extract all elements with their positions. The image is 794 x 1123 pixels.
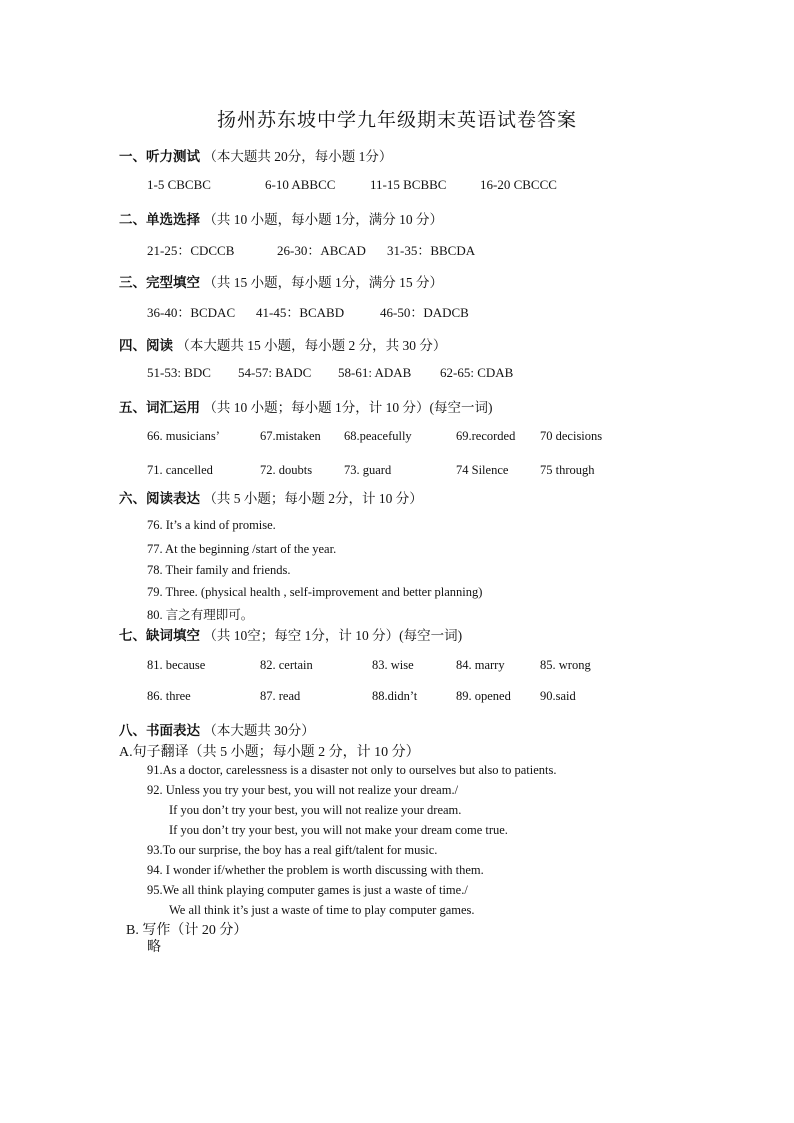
section-6-label: 六、阅读表达 (119, 491, 200, 506)
section-2-label: 二、单选选择 (119, 212, 200, 227)
section-3-note: （共 15 小题，每小题 1分，满分 15 分） (203, 275, 443, 290)
section-2-heading (119, 208, 443, 228)
reading-answer: 79. Three. (physical health , self-improvement and better planning) (147, 585, 483, 599)
reading-answer: 80. 言之有理即可。 (147, 608, 254, 622)
cloze-answer: 81. because (147, 658, 206, 672)
section-4-heading (119, 334, 446, 354)
section-5-note: （共 10 小题；每小题 1分，计 10 分）(每空一词) (203, 400, 493, 415)
section-8-heading (119, 719, 315, 739)
answer-item: 54-57: BADC (238, 365, 312, 380)
answer-item: 21-25：CDCCB (147, 243, 235, 258)
vocab-answer: 70 decisions (540, 429, 603, 443)
cloze-answer: 83. wise (372, 658, 414, 672)
cloze-answer: 88.didn’t (372, 689, 418, 703)
answer-item: 58-61: ADAB (338, 365, 412, 380)
reading-answer: 76. It’s a kind of promise. (147, 518, 276, 532)
part-a-heading: A.句子翻译（共 5 小题；每小题 2 分，计 10 分） (119, 745, 420, 760)
section-6-note: （共 5 小题；每小题 2分，计 10 分） (203, 491, 423, 506)
reading-answer: 77. At the beginning /start of the year. (147, 542, 337, 556)
section-5-heading (119, 396, 493, 416)
translation-line: 91.As a doctor, carelessness is a disaster not only to ourselves but also to patients. (147, 763, 557, 777)
cloze-answer: 84. marry (456, 658, 505, 672)
section-3-heading (119, 271, 443, 291)
vocab-answer: 68.peacefully (344, 429, 412, 443)
answer-item: 36-40：BCDAC (147, 305, 236, 320)
translation-line: We all think it’s just a waste of time to play computer games. (169, 903, 475, 917)
cloze-answer: 86. three (147, 689, 191, 703)
vocab-answer: 66. musicians’ (147, 429, 220, 443)
section-3-label: 三、完型填空 (119, 275, 200, 290)
answer-item: 62-65: CDAB (440, 365, 514, 380)
vocab-answer: 73. guard (344, 463, 392, 477)
translation-line: If you don’t try your best, you will not realize your dream. (169, 803, 462, 817)
section-1-heading (119, 145, 392, 165)
cloze-answer: 90.said (540, 689, 576, 703)
vocab-answer: 75 through (540, 463, 595, 477)
section-2-note: （共 10 小题，每小题 1分，满分 10 分） (203, 212, 443, 227)
translation-line: If you don’t try your best, you will not make your dream come true. (169, 823, 508, 837)
translation-line: 92. Unless you try your best, you will not realize your dream./ (147, 783, 459, 797)
section-4-note: （本大题共 15 小题，每小题 2 分，共 30 分） (176, 338, 447, 353)
cloze-answer: 85. wrong (540, 658, 591, 672)
section-6-heading (119, 487, 423, 507)
answer-item: 6-10 ABBCC (265, 177, 336, 192)
translation-line: 93.To our surprise, the boy has a real gift/talent for music. (147, 843, 438, 857)
vocab-answer: 67.mistaken (260, 429, 321, 443)
section-7-heading (119, 624, 462, 644)
answer-item: 11-15 BCBBC (370, 177, 447, 192)
answer-item: 1-5 CBCBC (147, 177, 211, 192)
reading-answer: 78. Their family and friends. (147, 563, 291, 577)
cloze-answer: 82. certain (260, 658, 313, 672)
answer-item: 46-50：DADCB (380, 305, 469, 320)
answer-item: 16-20 CBCCC (480, 177, 557, 192)
section-4-label: 四、阅读 (119, 338, 173, 353)
answer-item: 31-35：BBCDA (387, 243, 476, 258)
section-1-note: （本大题共 20分，每小题 1分） (203, 149, 393, 164)
vocab-answer: 74 Silence (456, 463, 509, 477)
cloze-answer: 87. read (260, 689, 301, 703)
answer-item: 41-45：BCABD (256, 305, 345, 320)
answer-item: 26-30：ABCAD (277, 243, 366, 258)
part-b-answer: 略 (147, 940, 161, 955)
page-title: 扬州苏东坡中学九年级期末英语试卷答案 (216, 110, 577, 131)
section-8-note: （本大题共 30分） (203, 723, 315, 738)
section-7-label: 七、缺词填空 (119, 628, 200, 643)
answer-item: 51-53: BDC (147, 365, 211, 380)
vocab-answer: 71. cancelled (147, 463, 213, 477)
translation-line: 94. I wonder if/whether the problem is worth discussing with them. (147, 863, 484, 877)
section-1-label: 一、听力测试 (119, 149, 200, 164)
section-5-label: 五、词汇运用 (119, 400, 200, 415)
part-b-heading: B. 写作（计 20 分） (126, 923, 248, 938)
section-8-label: 八、书面表达 (119, 723, 200, 738)
section-7-note: （共 10空；每空 1分，计 10 分）(每空一词) (203, 628, 463, 643)
cloze-answer: 89. opened (456, 689, 511, 703)
translation-line: 95.We all think playing computer games is just a waste of time./ (147, 883, 468, 897)
vocab-answer: 72. doubts (260, 463, 313, 477)
vocab-answer: 69.recorded (456, 429, 516, 443)
